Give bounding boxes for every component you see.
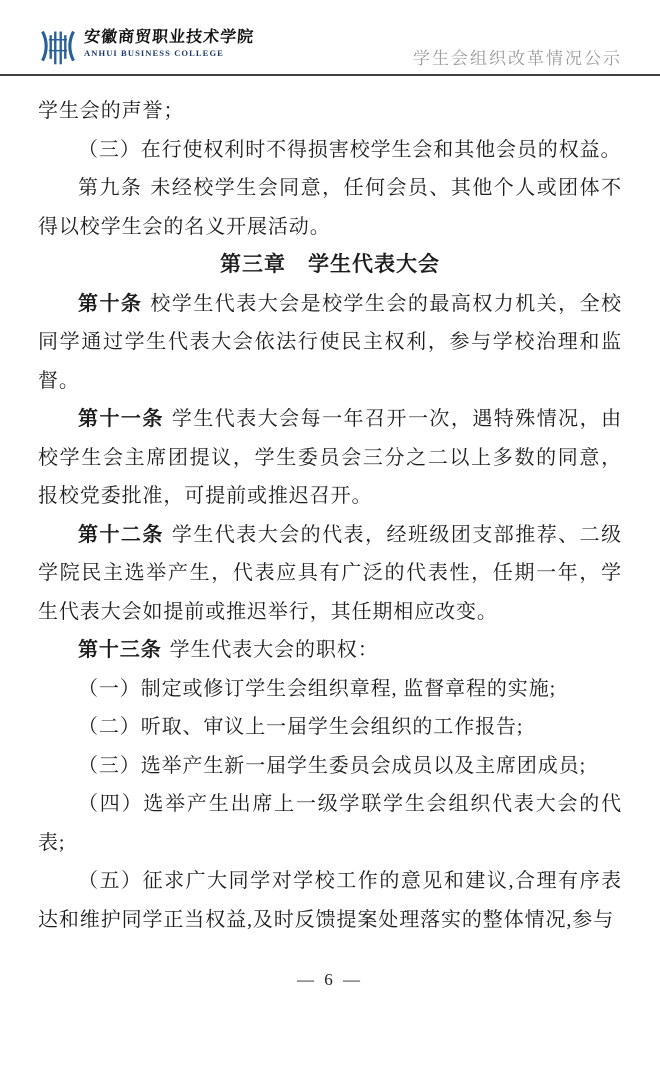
article-12-number: 第十二条 [78,523,164,546]
article-13-number: 第十三条 [78,639,162,661]
paragraph-item-3-prev: （三）在行使权利时不得损害校学生会和其他会员的权益。 [78,138,622,161]
article-13-text: 学生代表大会的职权： [169,639,379,661]
college-name-zh: 安徽商贸职业技术学院 [83,29,255,46]
document-body [38,92,622,939]
paragraph-continuation: 学生会的声誉； [38,100,185,122]
article-11-number: 第十一条 [78,408,164,430]
header-doc-title: 学生会组织改革情况公示 [413,49,622,68]
page-number: — 6 — [297,970,363,989]
article-12-text: 学生代表大会的代表，经班级团支部推荐、二级学院民主选举产生，代表应具有广泛的代表性，任期一年，学生代表大会如提前或推迟举行，其任期相应改变。 [38,523,622,623]
paragraph-article-9 [38,169,622,246]
page-footer [0,970,660,990]
paragraph-item-1: （一）制定或修订学生会组织章程, 监督章程的实施; [78,677,557,700]
article-10-number: 第十条 [78,292,143,315]
paragraph-item-2: （二）听取、审议上一届学生会组织的工作报告; [78,716,524,738]
article-9-number: 第九条 [78,177,143,199]
college-name-en: ANHUI BUSINESS COLLEGE [84,48,224,58]
college-name-block [84,26,254,59]
paragraph-article-11 [38,400,622,516]
article-9-text: 未经校学生会同意，任何会员、其他个人或团体不得以校学生会的名义开展活动。 [38,177,622,238]
paragraph-item-3: （三）选举产生新一届学生委员会成员以及主席团成员; [78,754,587,777]
paragraph-article-12 [38,516,622,632]
paragraph-item-5: （五）征求广大同学对学校工作的意见和建议,合理有序表达和维护同学正当权益,及时反馈提案处理落实的整体情况,参与 [38,870,622,931]
article-10-text: 校学生代表大会是校学生会的最高权力机关，全校同学通过学生代表大会依法行使民主权利，参与学校治理和监督。 [38,292,622,392]
paragraph-item-4: （四）选举产生出席上一级学联学生会组织代表大会的代表; [38,793,622,854]
college-logo [38,26,254,74]
paragraph-article-13 [38,631,622,670]
paragraph-article-10 [38,285,622,401]
chapter-heading: 第三章 学生代表大会 [220,253,440,276]
page-header [0,0,660,76]
article-11-text: 学生代表大会每一年召开一次，遇特殊情况，由校学生会主席团提议，学生委员会三分之二以上多数的同意，报校党委批准，可提前或推迟召开。 [38,408,622,507]
college-logo-icon [38,26,78,68]
